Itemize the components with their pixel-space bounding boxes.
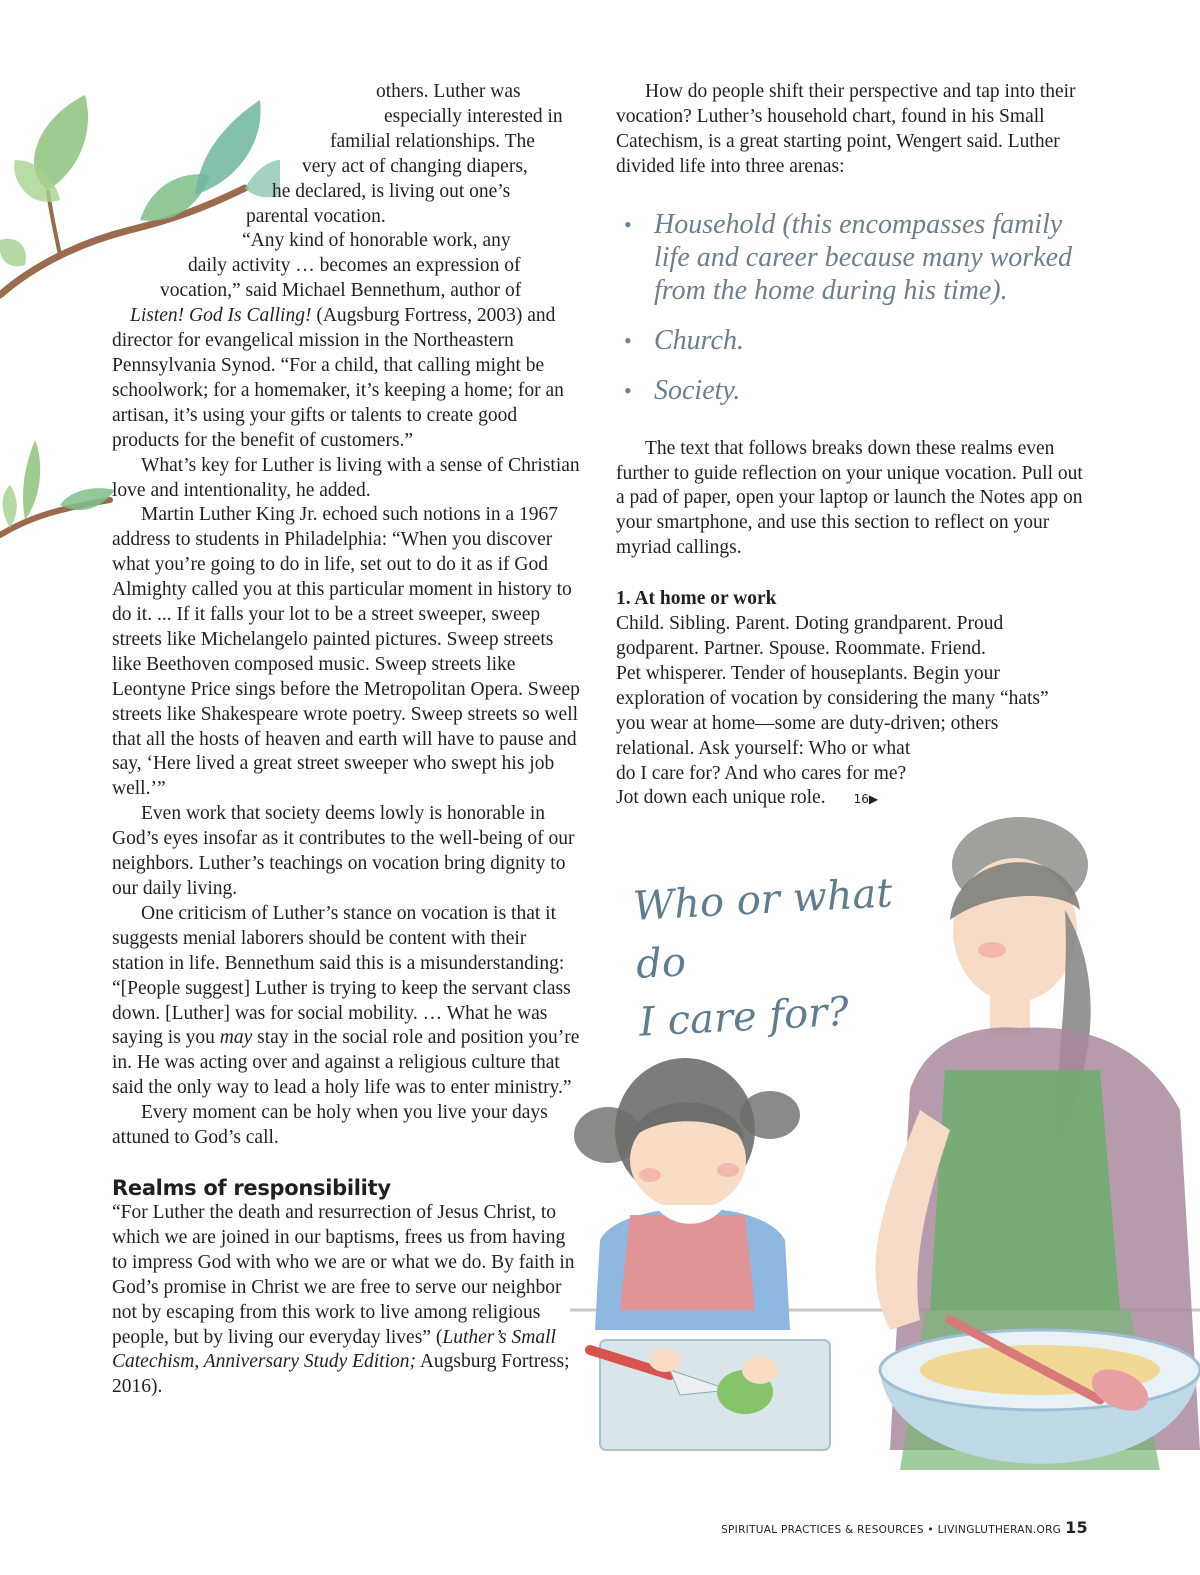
- section-heading: Realms of responsibility: [112, 1175, 391, 1200]
- paragraph-text: What’s key for Luther is living with a sense of Christian love and intentionality, he added.: [112, 454, 580, 501]
- footer-site-link[interactable]: LIVINGLUTHERAN.ORG: [937, 1524, 1062, 1536]
- left-column: [112, 80, 582, 1400]
- list-item-label: Church.: [654, 324, 744, 356]
- bullet-icon: •: [624, 327, 632, 353]
- text-span: Jot down each unique role.: [616, 787, 826, 809]
- text-line: Pet whisperer. Tender of houseplants. Begin your: [616, 662, 1000, 684]
- arenas-list: [616, 208, 1096, 407]
- text-line: exploration of vocation by considering the many “hats”: [616, 687, 1049, 709]
- text-line: familial relationships. The: [330, 130, 535, 152]
- list-item-label: Household (this encompasses family life and career because many worked from the home during his time).: [654, 208, 1073, 306]
- text-line: especially interested in: [384, 105, 563, 127]
- text-line: very act of changing diapers,: [302, 155, 528, 177]
- text-line: he declared, is living out one’s: [272, 180, 511, 202]
- bullet-icon: •: [624, 377, 632, 403]
- footer-separator: •: [923, 1524, 938, 1536]
- text-span: One criticism of Luther’s stance on vocation is that it suggests menial laborers should be content with their station in life. Bennethum said this is a misunderstanding: “[People suggest] Luther is trying to keep the servant class down. [Luther] was for social mobility. … What he was saying is you: [112, 902, 571, 1049]
- continued-page-number: 16: [853, 792, 869, 807]
- book-title: Listen! God Is Calling!: [130, 305, 312, 327]
- catechism-quote-paragraph: [112, 1201, 582, 1400]
- text-line: daily activity … becomes an expression of: [188, 255, 521, 277]
- text-span: “For Luther the death and resurrection of Jesus Christ, to which we are joined in our baptisms, frees us from having to impress God with who we are or what we do. By faith in God’s promise in Christ we are free to serve our neighbor not by escaping from this work to live among religious people, but by living our everyday lives” (: [112, 1201, 575, 1348]
- text-line: “Any kind of honorable work, any: [242, 230, 511, 252]
- emphasis-text: may: [219, 1027, 253, 1049]
- bullet-icon: •: [624, 211, 632, 237]
- intro-paragraph: How do people shift their perspective and tap into their vocation? Luther’s household chart, found in his Small Catechism, is a great starting point, Wengert said. Luther divided life into three arenas:: [616, 81, 1076, 177]
- text-line: [616, 786, 1096, 812]
- list-item-label: Society.: [654, 374, 741, 406]
- list-item: [616, 324, 1096, 357]
- text-line: parental vocation.: [246, 205, 386, 227]
- callout-line: Who or what do: [631, 870, 894, 988]
- subsection-heading: 1. At home or work: [616, 588, 777, 610]
- intro-paragraph: [112, 80, 582, 229]
- list-item: [616, 208, 1096, 307]
- text-line: Child. Sibling. Parent. Doting grandparent. Proud: [616, 613, 1004, 635]
- callout-line: I care for?: [638, 988, 850, 1046]
- text-line: godparent. Partner. Spouse. Roommate. Friend.: [616, 637, 986, 659]
- page-footer: [721, 1518, 1088, 1537]
- bennethum-paragraph: [112, 229, 582, 453]
- page-number: 15: [1065, 1518, 1088, 1537]
- text-line: relational. Ask yourself: Who or what: [616, 737, 911, 759]
- continued-marker[interactable]: [854, 792, 879, 806]
- book-info: (Augsburg Fortress, 2003) and: [311, 305, 556, 327]
- text-span: Augsburg Fortress; 2016).: [112, 1351, 570, 1398]
- followup-paragraph: The text that follows breaks down these realms even further to guide reflection on your unique vocation. Pull out a pad of paper, open your laptop or launch the Notes app on your smartphone, and use this section to reflect on your myriad callings.: [616, 437, 1083, 559]
- right-column: [616, 80, 1096, 812]
- paragraph-text: director for evangelical mission in the Northeastern Pennsylvania Synod. “For a child, that calling might be schoolwork; for a homemaker, it’s keeping a home; for an artisan, it’s using your gifts or talents to create good products for the benefit of customers.”: [112, 330, 564, 451]
- text-line: you wear at home—some are duty-driven; others: [616, 712, 999, 734]
- paragraph-text: Even work that society deems lowly is honorable in God’s eyes insofar as it contributes to the well-being of our neighbors. Luther’s teachings on vocation bring dignity to our daily living.: [112, 803, 575, 899]
- branch-leaves-middle-illustration: [0, 440, 120, 550]
- text-line: vocation,” said Michael Bennethum, author of: [160, 280, 522, 302]
- text-line: [130, 304, 582, 329]
- mlk-paragraph: Martin Luther King Jr. echoed such notions in a 1967 address to students in Philadelphia: “When you discover what you’re going to do in life, set out to do it as if God Almighty called you at this particular moment in history to do it. ... If it falls your lot to be a street sweeper, sweep streets like Michelangelo painted pictures. Sweep streets like Beethoven composed music. Sweep streets like Leontyne Price sings before the Metropolitan Opera. Sweep streets like Shakespeare wrote poetry. Sweep streets so well that all the hosts of heaven and earth will have to pause and say, ‘Here lived a great street sweeper who swept his job well.’”: [112, 504, 580, 800]
- text-line: do I care for? And who cares for me?: [616, 762, 907, 784]
- citation-title: Luther’s Small Catechism, Anniversary Study Edition;: [112, 1326, 556, 1373]
- text-span: stay in the social role and position you’re in. He was acting over and against a religious culture that said the only way to lead a holy life was to enter ministry.”: [112, 1027, 580, 1099]
- criticism-paragraph: [112, 902, 582, 1101]
- text-line: others. Luther was: [376, 81, 521, 102]
- paragraph-text: Every moment can be holy when you live your days attuned to God’s call.: [112, 1102, 548, 1149]
- home-paragraph: [616, 612, 1096, 812]
- list-item: [616, 374, 1096, 407]
- right-triangle-arrow-icon: ▶: [868, 792, 879, 807]
- footer-section: SPIRITUAL PRACTICES & RESOURCES: [721, 1524, 924, 1536]
- callout-text: [632, 862, 941, 1051]
